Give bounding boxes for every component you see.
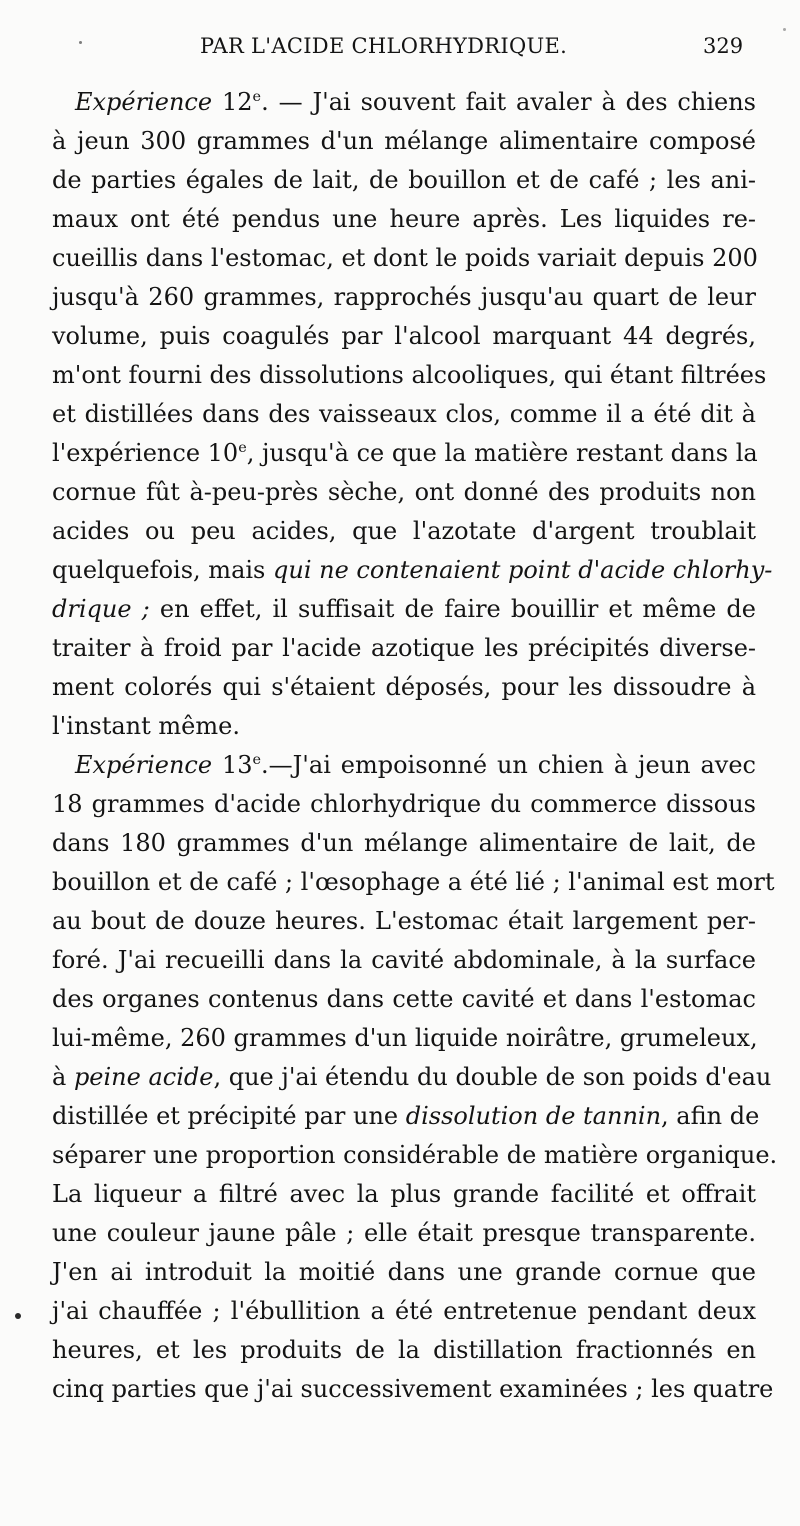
scan-speck [15, 1313, 21, 1319]
text-line: cueillis dans l'estomac, et dont le poids variait depuis 200 [52, 244, 758, 272]
experiment-number: 13 [221, 751, 253, 779]
text-line: 18 grammes d'acide chlorhydrique du commerce dissous [52, 790, 756, 818]
page-header [0, 34, 800, 70]
text-line: m'ont fourni des dissolutions alcooliques, qui étant filtrées [52, 361, 767, 389]
ordinal-suffix: e [252, 89, 262, 105]
text-line: Expérience 12e. — J'ai souvent fait avaler à des chiens [75, 88, 756, 116]
text-line: maux ont été pendus une heure après. Les liquides re- [52, 205, 756, 233]
text-line: à peine acide, que j'ai étendu du double de son poids d'eau [52, 1063, 772, 1091]
text-line: à jeun 300 grammes d'un mélange alimentaire composé [52, 127, 756, 155]
page-number: 329 [703, 34, 744, 58]
text-line: bouillon et de café ; l'œsophage a été lié ; l'animal est mort [52, 868, 775, 896]
text-line: Expérience 13e.—J'ai empoisonné un chien à jeun avec [75, 751, 756, 779]
text-line: l'expérience 10e, jusqu'à ce que la matière restant dans la [52, 439, 758, 467]
text-line: jusqu'à 260 grammes, rapprochés jusqu'au quart de leur [52, 283, 756, 311]
experiment-label: Expérience [75, 751, 213, 779]
italic-emphasis: peine acide [73, 1063, 214, 1091]
text-line: traiter à froid par l'acide azotique les précipités diverse- [52, 634, 756, 662]
text-line: cinq parties que j'ai successivement examinées ; les quatre [52, 1375, 774, 1403]
text-line: volume, puis coagulés par l'alcool marquant 44 degrés, [52, 322, 756, 350]
text-line: acides ou peu acides, que l'azotate d'argent troublait [52, 517, 756, 545]
experiment-number: 12 [221, 88, 253, 116]
text-line: foré. J'ai recueilli dans la cavité abdominale, à la surface [52, 946, 756, 974]
scan-speck [783, 28, 786, 31]
text-line: séparer une proportion considérable de matière organique. [52, 1141, 778, 1169]
text-line: et distillées dans des vaisseaux clos, comme il a été dit à [52, 400, 756, 428]
text-line: lui-même, 260 grammes d'un liquide noirâtre, grumeleux, [52, 1024, 758, 1052]
text-line: une couleur jaune pâle ; elle était presque transparente. [52, 1219, 756, 1247]
text-line: j'ai chauffée ; l'ébullition a été entretenue pendant deux [52, 1297, 756, 1325]
scan-speck [79, 41, 82, 44]
ordinal-suffix: e [252, 752, 262, 768]
text-line: de parties égales de lait, de bouillon et de café ; les ani- [52, 166, 756, 194]
text-line: drique ; en effet, il suffisait de faire bouillir et même de [52, 595, 757, 623]
text-line: ment colorés qui s'étaient déposés, pour les dissoudre à [52, 673, 756, 701]
text-line: heures, et les produits de la distillation fractionnés en [52, 1336, 756, 1364]
text-line: La liqueur a filtré avec la plus grande facilité et offrait [52, 1180, 756, 1208]
text-line: cornue fût à-peu-près sèche, ont donné des produits non [52, 478, 756, 506]
experiment-label: Expérience [75, 88, 213, 116]
text-line: des organes contenus dans cette cavité et dans l'estomac [52, 985, 756, 1013]
text-line: J'en ai introduit la moitié dans une grande cornue que [52, 1258, 756, 1286]
italic-emphasis: dissolution de tannin [405, 1102, 662, 1130]
text-line: l'instant même. [52, 712, 240, 740]
text-line: distillée et précipité par une dissolution de tannin, afin de [52, 1102, 760, 1130]
text-line: au bout de douze heures. L'estomac était largement per- [52, 907, 756, 935]
italic-emphasis: qui ne contenaient point d'acide chlorhy- [273, 556, 773, 584]
text-line: quelquefois, mais qui ne contenaient point d'acide chlorhy- [52, 556, 773, 584]
text-line: dans 180 grammes d'un mélange alimentaire de lait, de [52, 829, 756, 857]
running-title: PAR L'ACIDE CHLORHYDRIQUE. [200, 34, 568, 58]
italic-emphasis: drique ; [52, 595, 150, 623]
